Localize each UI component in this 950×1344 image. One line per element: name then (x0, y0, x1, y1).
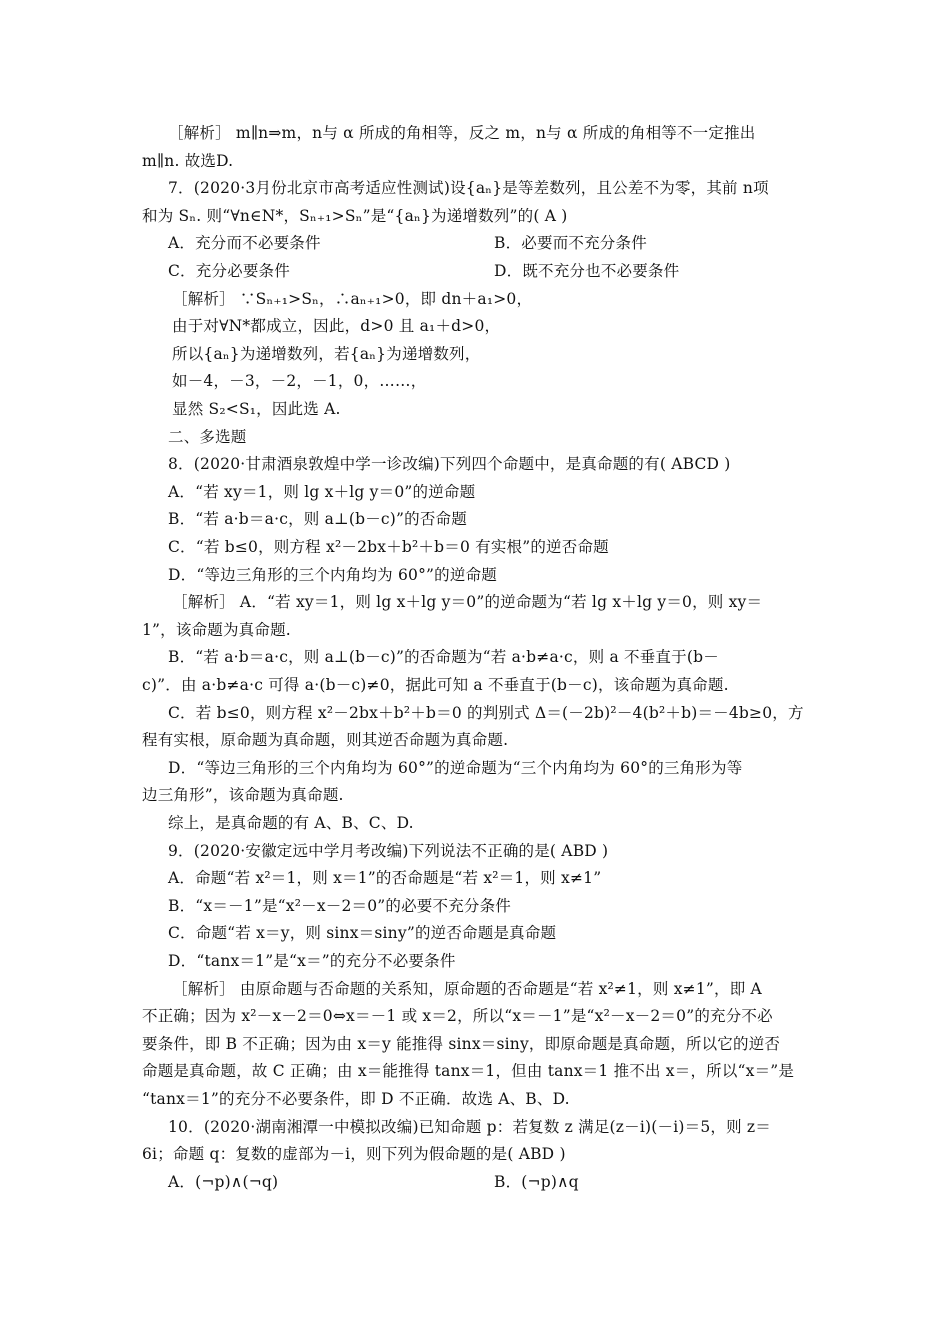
line-text: 7．(2020·3月份北京市高考适应性测试)设{aₙ}是等差数列，且公差不为零，其前 n项 (168, 179, 769, 198)
line-text: C．命题“若 x＝y，则 sinx＝siny”的逆否命题是真命题 (168, 924, 557, 943)
line-text: B．“x＝－1”是“x²－x－2＝0”的必要不充分条件 (168, 896, 512, 915)
text-line-a1 (0, 122, 950, 144)
text-line-sec2 (0, 426, 950, 448)
text-line-s8b (0, 619, 950, 641)
line-text: B．“若 a·b＝a·c，则 a⊥(b－c)”的否命题为“若 a·b≠a·c，则 a 不垂直于(b－ (168, 648, 719, 667)
line-text: B．“若 a·b＝a·c，则 a⊥(b－c)”的否命题 (168, 510, 467, 529)
text-line-s7d (0, 370, 950, 392)
text-line-a2 (0, 150, 950, 172)
line-text: 和为 Sₙ. 则“∀n∈N*，Sₙ₊₁>Sₙ”是“{aₙ}为递增数列”的( A ) (142, 206, 568, 225)
text-line-s7e (0, 398, 950, 420)
text-line-q7a (0, 177, 950, 199)
text-line-s8c (0, 646, 950, 668)
text-line-q8A (0, 481, 950, 503)
text-line-q7opt1 (0, 232, 950, 254)
line-text: 如－4，－3，－2，－1，0，……， (172, 372, 427, 391)
text-line-q8B (0, 508, 950, 530)
line-text: 显然 S₂<S₁，因此选 A. (172, 400, 341, 418)
text-line-s8d (0, 674, 950, 696)
line-text: 二、多选题 (168, 427, 247, 446)
line-text: D．“等边三角形的三个内角均为 60°”的逆命题为“三个内角均为 60°的三角形为等 (168, 758, 743, 777)
line-text: C．“若 b≤0，则方程 x²－2bx＋b²＋b＝0 有实根”的逆否命题 (168, 538, 609, 556)
line-text: A．命题“若 x²＝1，则 x＝1”的否命题是“若 x²＝1，则 x≠1” (168, 869, 602, 888)
line-text: 综上，是真命题的有 A、B、C、D. (168, 814, 414, 832)
line-text: 6i；命题 q：复数的虚部为－i，则下列为假命题的是( ABD ) (142, 1145, 566, 1164)
line-text: 10．(2020·湖南湘潭一中模拟改编)已知命题 p：若复数 z 满足(z－i)(－i)＝5，则 z＝ (168, 1117, 771, 1136)
option-right: B．必要而不充分条件 (494, 234, 647, 253)
line-text: D．“等边三角形的三个内角均为 60°”的逆命题 (168, 565, 497, 584)
line-text: 所以{aₙ}为递增数列，若{aₙ}为递增数列， (172, 344, 481, 363)
text-line-q9A (0, 867, 950, 889)
line-text: m∥n. 故选D. (142, 151, 234, 170)
text-line-s8e (0, 702, 950, 724)
text-line-s8g (0, 757, 950, 779)
line-text: ［解析］ ∵Sₙ₊₁>Sₙ，∴aₙ₊₁>0，即 dn＋a₁>0， (172, 289, 533, 308)
text-line-s9c (0, 1033, 950, 1055)
text-line-s8f (0, 729, 950, 751)
text-line-q9D (0, 950, 950, 972)
text-line-s9b (0, 1005, 950, 1027)
text-line-q7opt2 (0, 260, 950, 282)
line-text: 边三角形”，该命题为真命题. (142, 786, 344, 805)
line-text: 要条件，即 B 不正确；因为由 x＝y 能推得 sinx＝siny，即原命题是真命题，所以它的逆否 (142, 1034, 781, 1053)
line-text: 不正确；因为 x²－x－2＝0⇔x＝－1 或 x＝2，所以“x＝－1”是“x²－x－2＝0”的充分不必 (142, 1007, 773, 1026)
text-line-s9a (0, 978, 950, 1000)
text-line-q9B (0, 895, 950, 917)
line-text: 8．(2020·甘肃酒泉敦煌中学一诊改编)下列四个命题中，是真命题的有( ABCD ) (168, 455, 731, 474)
line-text: ［解析］ m∥n⇒m，n与 α 所成的角相等，反之 m，n与 α 所成的角相等不一定推出 (168, 124, 756, 142)
line-text: 程有实根，原命题为真命题，则其逆否命题为真命题. (142, 731, 509, 750)
text-line-q10opt (0, 1171, 950, 1193)
option-right: D．既不充分也不必要条件 (494, 262, 680, 280)
line-text: 命题是真命题，故 C 正确；由 x＝能推得 tanx＝1，但由 tanx＝1 推不出 x＝，所以“x＝”是 (142, 1062, 795, 1081)
text-line-s7c (0, 343, 950, 365)
line-text: C．充分必要条件 (168, 262, 290, 280)
text-line-s8a (0, 591, 950, 613)
text-line-s9e (0, 1088, 950, 1110)
option-right: B．(¬p)∧q (494, 1172, 579, 1191)
line-text: 9．(2020·安徽定远中学月考改编)下列说法不正确的是( ABD ) (168, 841, 609, 860)
text-line-s8i (0, 812, 950, 834)
line-text: ［解析］ 由原命题与否命题的关系知，原命题的否命题是“若 x²≠1，则 x≠1”，即 A (172, 979, 762, 998)
text-line-s8h (0, 784, 950, 806)
text-line-s7b (0, 315, 950, 337)
line-text: “tanx＝1”的充分不必要条件，即 D 不正确．故选 A、B、D. (142, 1090, 570, 1108)
text-line-q10b (0, 1143, 950, 1165)
text-line-s9d (0, 1060, 950, 1082)
line-text: ［解析］ A．“若 xy＝1，则 lg x＋lg y＝0”的逆命题为“若 lg x＋lg y＝0，则 xy＝ (172, 593, 763, 612)
line-text: c)”．由 a·b≠a·c 可得 a·(b－c)≠0，据此可知 a 不垂直于(b－c)，该命题为真命题. (142, 676, 729, 694)
line-text: C．若 b≤0，则方程 x²－2bx＋b²＋b＝0 的判别式 Δ＝(－2b)²－4(b²＋b)＝－4b≥0，方 (168, 703, 804, 722)
line-text: A．“若 xy＝1，则 lg x＋lg y＝0”的逆命题 (168, 482, 476, 501)
line-text: A．充分而不必要条件 (168, 234, 321, 253)
text-line-q9 (0, 840, 950, 862)
line-text: D．“tanx＝1”是“x＝”的充分不必要条件 (168, 952, 456, 970)
line-text: 由于对∀N*都成立，因此，d>0 且 a₁＋d>0， (172, 317, 501, 336)
text-line-s7a (0, 288, 950, 310)
text-line-q8D (0, 564, 950, 586)
text-line-q8 (0, 453, 950, 475)
text-line-q10a (0, 1116, 950, 1138)
line-text: 1”，该命题为真命题. (142, 620, 291, 639)
line-text: A．(¬p)∧(¬q) (168, 1172, 279, 1191)
text-line-q8C (0, 536, 950, 558)
text-line-q9C (0, 922, 950, 944)
text-line-q7b (0, 205, 950, 227)
